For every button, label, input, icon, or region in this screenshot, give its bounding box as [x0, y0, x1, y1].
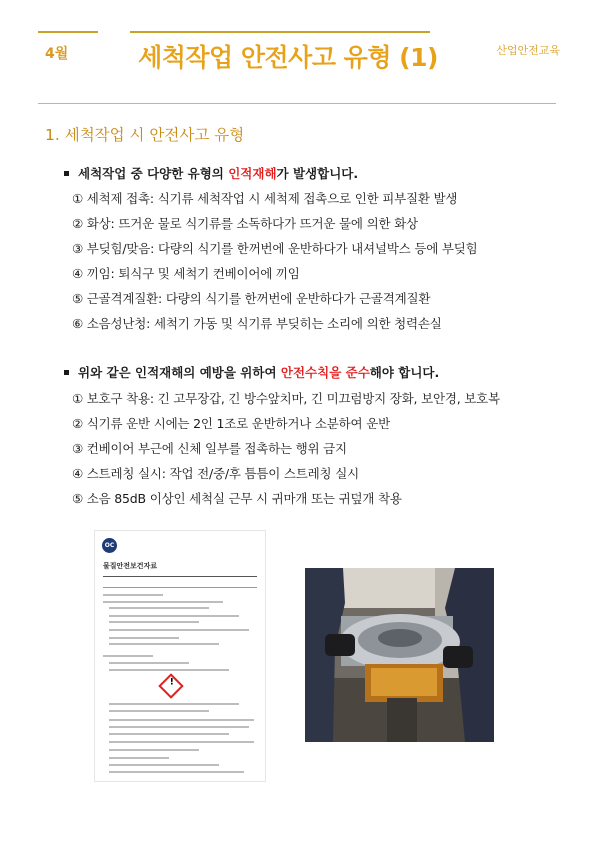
msds-text-line [109, 764, 219, 766]
block2-item: ④ 스트레칭 실시: 작업 전/중/후 틈틈이 스트레칭 실시 [72, 466, 359, 481]
msds-text-line [109, 703, 239, 705]
msds-text-line [103, 655, 153, 657]
block2-heading-highlight: 안전수칙을 준수 [280, 365, 370, 380]
block2-heading-post: 해야 합니다. [369, 365, 440, 380]
msds-table-header [103, 576, 257, 588]
bullet-square-icon [64, 171, 69, 176]
msds-text-line [109, 615, 239, 617]
series-label: 산업안전교육 [496, 44, 560, 57]
msds-text-line [109, 710, 209, 712]
block2-item: ⑤ 소음 85dB 이상인 세척실 근무 시 귀마개 또는 귀덮개 착용 [72, 491, 402, 506]
msds-text-line [109, 637, 179, 639]
hazard-symbol: ! [169, 677, 174, 688]
block1-heading-post: 가 발생합니다. [276, 166, 359, 181]
msds-text-line [109, 719, 254, 721]
dishwasher-work-photo [305, 568, 494, 742]
msds-text-line [109, 741, 254, 743]
msds-text-line [109, 771, 244, 773]
msds-text-line [109, 621, 199, 623]
msds-text-line [103, 601, 223, 603]
msds-text-line [109, 757, 169, 759]
msds-text-line [103, 594, 163, 596]
month-label: 4월 [45, 46, 69, 62]
block1-heading [64, 164, 358, 182]
company-logo: OC [102, 538, 117, 553]
hazard-pictogram-icon [158, 673, 183, 698]
block1-item: ③ 부딪힘/맞음: 다량의 식기를 한꺼번에 운반하다가 내셔널박스 등에 부딪힘 [72, 241, 478, 256]
page-title: 세척작업 안전사고 유형 (1) [138, 43, 438, 72]
msds-text-line [109, 643, 219, 645]
header-rule-right [130, 31, 430, 33]
msds-text-line [109, 733, 229, 735]
block2-heading-pre: 위와 같은 인적재해의 예방을 위하여 [78, 365, 281, 380]
msds-text-line [109, 749, 199, 751]
block1-item: ② 화상: 뜨거운 물로 식기류를 소독하다가 뜨거운 물에 의한 화상 [72, 216, 418, 231]
header-rule-left [38, 31, 98, 33]
block2-item: ② 식기류 운반 시에는 2인 1조로 운반하거나 소분하여 운반 [72, 416, 390, 431]
section-title: 1. 세척작업 시 안전사고 유형 [45, 126, 245, 144]
msds-text-line [109, 607, 209, 609]
block1-item: ⑤ 근골격계질환: 다량의 식기를 한꺼번에 운반하다가 근골격계질환 [72, 291, 431, 306]
msds-document-image [94, 530, 266, 782]
msds-text-line [109, 662, 189, 664]
block2-item: ① 보호구 착용: 긴 고무장갑, 긴 방수앞치마, 긴 미끄럼방지 장화, 보안경, 보호복 [72, 391, 500, 406]
block1-item: ① 세척제 접촉: 식기류 세척작업 시 세척제 접촉으로 인한 피부질환 발생 [72, 191, 458, 206]
block1-item: ⑥ 소음성난청: 세척기 가동 및 식기류 부딪히는 소리에 의한 청력손실 [72, 316, 442, 331]
block1-item: ④ 끼임: 퇴식구 및 세척기 컨베이어에 끼임 [72, 266, 300, 281]
bullet-square-icon [64, 370, 69, 375]
block2-item: ③ 컨베이어 부근에 신체 일부를 접촉하는 행위 금지 [72, 441, 347, 456]
msds-text-line [109, 669, 229, 671]
block2-heading [64, 363, 439, 381]
block1-heading-pre: 세척작업 중 다양한 유형의 [78, 166, 229, 181]
msds-text-line [109, 629, 249, 631]
msds-heading: 물질안전보건자료 [103, 562, 158, 570]
block1-heading-highlight: 인적재해 [228, 166, 277, 181]
header-divider [38, 103, 556, 104]
msds-text-line [109, 726, 249, 728]
